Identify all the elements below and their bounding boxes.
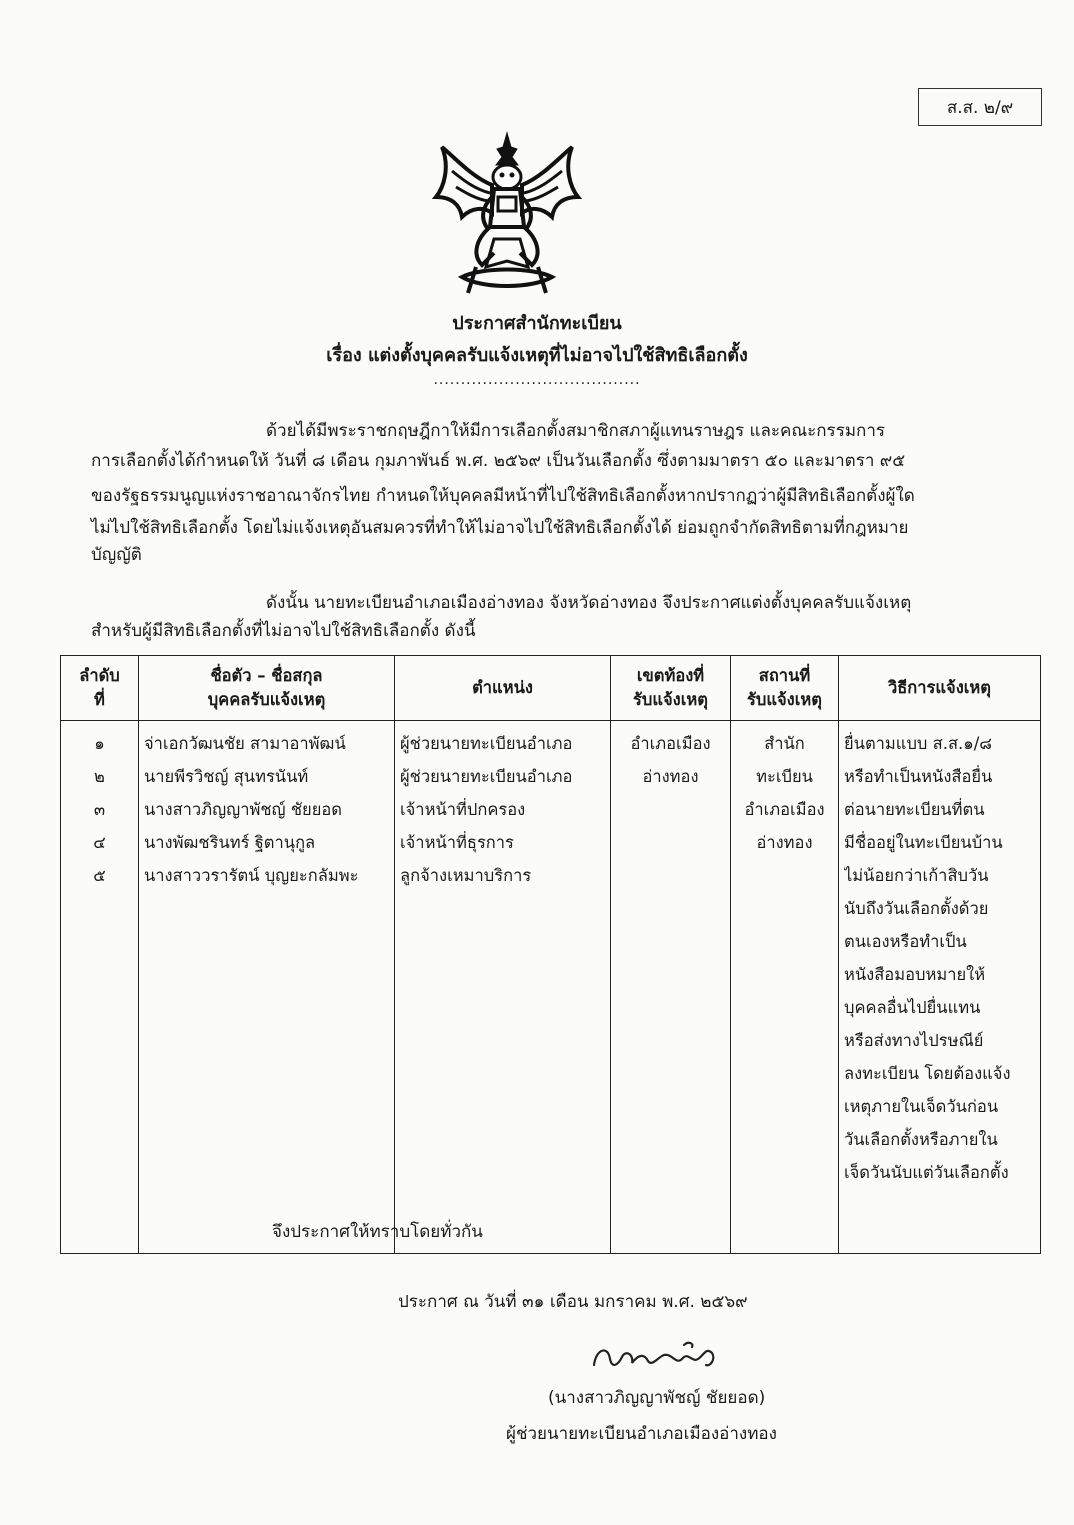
method-line: หนังสือมอบหมายให้ [844,965,986,984]
table-header-row [61,656,1041,721]
order-number: ๒ [94,767,105,786]
officer-position: เจ้าหน้าที่ปกครอง [400,800,526,819]
method-line: ตนเองหรือทำเป็น [844,932,967,951]
paragraph1-line: ไม่ไปใช้สิทธิเลือกตั้ง โดยไม่แจ้งเหตุอันสมควรที่ทำให้ไม่อาจไปใช้สิทธิเลือกตั้งได้ ย่อมถูกจำกัดสิทธิตามที่กฎหมาย [91,518,909,538]
table-row [61,721,1041,1254]
order-number: ๔ [93,833,106,852]
handwritten-signature [588,1335,738,1375]
method-line: หรือส่งทางไปรษณีย์ [844,1031,984,1050]
order-number: ๓ [93,800,106,819]
place-cell [731,721,839,1254]
officer-name: นางพัฒชรินทร์ ฐิตานุกูล [144,833,316,852]
officer-position: ผู้ช่วยนายทะเบียนอำเภอ [400,734,573,753]
position-cell [395,721,611,1254]
header-place: สถานที่ รับแจ้งเหตุ [731,656,839,721]
place-line: ทะเบียน [756,767,813,786]
method-line: นับถึงวันเลือกตั้งด้วย [844,899,989,918]
place-line: อ่างทอง [756,833,813,852]
method-line: วันเลือกตั้งหรือภายใน [844,1130,998,1149]
method-line: ไม่น้อยกว่าเก้าสิบวัน [844,866,989,885]
paragraph1-line: ของรัฐธรรมนูญแห่งราชอาณาจักรไทย กำหนดให้บุคคลมีหน้าที่ไปใช้สิทธิเลือกตั้งหากปรากฏว่าผู้มีสิทธิเลือกตั้งผู้ใด [91,486,915,506]
paragraph2-line: สำหรับผู้มีสิทธิเลือกตั้งที่ไม่อาจไปใช้สิทธิเลือกตั้ง ดังนี้ [91,621,476,641]
order-number: ๑ [94,734,105,753]
signer-name: (นางสาวภิญญาพัชญ์ ชัยยอด) [548,1388,766,1408]
officer-name: นางสาววรารัตน์ บุญยะกลัมพะ [144,866,359,885]
header-method: วิธีการแจ้งเหตุ [839,656,1041,721]
paragraph1-line: ด้วยได้มีพระราชกฤษฎีกาให้มีการเลือกตั้งสมาชิกสภาผู้แทนราษฎร และคณะกรรมการ [266,421,885,441]
header-name: ชื่อตัว – ชื่อสกุล บุคคลรับแจ้งเหตุ [139,656,395,721]
header-area: เขตท้องที่ รับแจ้งเหตุ [611,656,731,721]
place-line: อำเภอเมือง [744,800,825,819]
method-line: ต่อนายทะเบียนที่ตน [844,800,985,819]
signer-position: ผู้ช่วยนายทะเบียนอำเภอเมืองอ่างทอง [506,1424,777,1444]
method-line: หรือทำเป็นหนังสือยื่น [844,767,993,786]
officer-position: เจ้าหน้าที่ธุรการ [400,833,514,852]
form-code: ส.ส. ๒/๙ [946,97,1014,118]
paragraph1-line: บัญญัติ [91,545,142,565]
officer-position: ผู้ช่วยนายทะเบียนอำเภอ [400,767,573,786]
area-line: อำเภอเมือง [630,734,711,753]
announcement-date: ประกาศ ณ วันที่ ๓๑ เดือน มกราคม พ.ศ. ๒๕๖๙ [398,1292,748,1312]
method-line: เหตุภายในเจ็ดวันก่อน [844,1097,999,1116]
order-cell [61,721,139,1254]
officer-name: นางสาวภิญญาพัชญ์ ชัยยอด [144,800,342,819]
header-order: ลำดับ ที่ [61,656,139,721]
method-line: มีชื่ออยู่ในทะเบียนบ้าน [844,833,1003,852]
officers-table [60,655,1041,1254]
paragraph2-line: ดังนั้น นายทะเบียนอำเภอเมืองอ่างทอง จังหวัดอ่างทอง จึงประกาศแต่งตั้งบุคคลรับแจ้งเหตุ [266,593,912,613]
place-line: สำนัก [764,734,805,753]
area-cell [611,721,731,1254]
announcement-subject: เรื่อง แต่งตั้งบุคคลรับแจ้งเหตุที่ไม่อาจไปใช้สิทธิเลือกตั้ง [326,345,748,366]
method-line: ยื่นตามแบบ ส.ส.๑/๘ [844,734,993,753]
header-position: ตำแหน่ง [395,656,611,721]
name-cell [139,721,395,1254]
garuda-emblem-icon [432,127,582,297]
paragraph1-line: การเลือกตั้งได้กำหนดให้ วันที่ ๘ เดือน กุมภาพันธ์ พ.ศ. ๒๕๖๙ เป็นวันเลือกตั้ง ซึ่งตามมาตรา ๕๐ และมาตรา ๙๕ [91,451,906,471]
form-code-box [918,88,1042,126]
separator-dots: ...................................... [433,372,641,388]
method-line: บุคคลอื่นไปยื่นแทน [844,998,981,1017]
announcement-agency: ประกาศสำนักทะเบียน [452,313,622,334]
officer-name: นายพีรวิชญ์ สุนทรนันท์ [144,767,309,786]
method-line: เจ็ดวันนับแต่วันเลือกตั้ง [844,1163,1009,1182]
order-number: ๕ [93,866,106,885]
method-cell [839,721,1041,1254]
area-line: อ่างทอง [642,767,699,786]
closing-announce: จึงประกาศให้ทราบโดยทั่วกัน [272,1222,483,1242]
officer-name: จ่าเอกวัฒนชัย สามาอาพัฒน์ [144,734,346,753]
method-line: ลงทะเบียน โดยต้องแจ้ง [844,1064,1011,1083]
officer-position: ลูกจ้างเหมาบริการ [400,866,532,885]
